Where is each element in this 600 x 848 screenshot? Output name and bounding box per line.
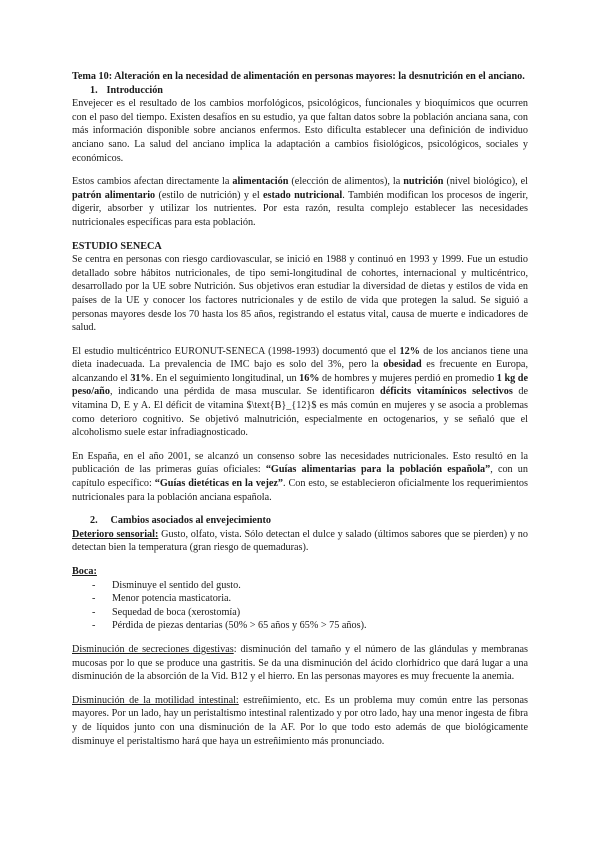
section-label: Introducción bbox=[106, 84, 163, 96]
paragraph-euronut bbox=[72, 345, 528, 440]
document-title: Tema 10: Alteración en la necesidad de alimentación en personas mayores: la desnutrición en el anciano. bbox=[72, 71, 525, 82]
section-label: Cambios asociados al envejecimiento bbox=[110, 515, 271, 527]
list-item bbox=[72, 619, 528, 633]
bold-term: obesidad bbox=[383, 359, 422, 371]
bold-term: “Guías alimentarias para la población española” bbox=[265, 464, 491, 476]
text-run: Gusto, olfato, vista. Sólo detectan el dulce y salado (últimos sabores que se pierden) y no detectan bien la temperatura (gran riesgo de quemaduras). bbox=[72, 528, 528, 554]
underlined-term: Disminución de secreciones digestivas bbox=[72, 643, 234, 655]
bold-term: estado nutricional bbox=[263, 189, 343, 201]
text-run: estreñimiento, etc. Es un problema muy común entre las personas mayores. Por un lado, hay un peristaltismo intestinal ralentizado y por otro lado, hay una menor ingesta de fibra y de líquidos junto con una disminución de la AF. Por lo que todo esto además de que biológicamente disminuye el peristaltismo hará que haya un estreñimiento más pronunciado. bbox=[72, 694, 529, 747]
list-item-text: Menor potencia masticatoria. bbox=[112, 593, 232, 605]
bold-term: patrón alimentario bbox=[72, 189, 156, 201]
section-heading-introduccion bbox=[72, 84, 528, 98]
list-item bbox=[72, 606, 528, 620]
document-page bbox=[72, 70, 528, 748]
text-run: En España, en el año 2001, se alcanzó un consenso sobre las necesidades nutricionales. Esto resultó en la publicación de las primeras guías oficiales: bbox=[72, 450, 528, 476]
list-dash: - bbox=[92, 606, 96, 618]
list-item-text: Pérdida de piezas dentarias (50% > 65 años y 65% > 75 años). bbox=[112, 620, 367, 632]
boca-list bbox=[72, 579, 528, 633]
list-dash: - bbox=[92, 620, 96, 632]
bold-term: 1 kg de peso/año bbox=[72, 372, 528, 398]
heading-boca: Boca: bbox=[72, 566, 97, 577]
underlined-term: Deterioro sensorial: bbox=[72, 528, 159, 540]
list-dash: - bbox=[92, 593, 96, 605]
section-number: 1. bbox=[90, 84, 98, 96]
paragraph-espana-consenso bbox=[72, 450, 528, 504]
bold-term: nutrición bbox=[403, 176, 444, 188]
text-run: Estos cambios afectan directamente la bbox=[72, 176, 233, 188]
bold-term: “Guías dietéticas en la vejez” bbox=[154, 478, 283, 490]
text-run: de los ancianos tiene una dieta inadecuada. La prevalencia de IMC bajo es solo del 3%, pero la bbox=[72, 345, 528, 371]
paragraph-motilidad bbox=[72, 694, 528, 748]
bold-term: alimentación bbox=[232, 176, 289, 188]
list-item bbox=[72, 592, 528, 606]
text-run: . Con esto, se establecieron oficialmente los requerimientos nutricionales para la población anciana española. bbox=[72, 478, 528, 503]
list-item-text: Sequedad de boca (xerostomía) bbox=[112, 606, 241, 618]
paragraph-envejecer: Envejecer es el resultado de los cambios morfológicos, psicológicos, funcionales y bioquímicos que ocurren con el paso del tiempo. Existen desafíos en su estudio, ya que faltan datos sobre la población anciana sana, con más información disponible sobre ancianos enfermos. Esto dificulta establecer una definición de individuo anciano sano. La salud del anciano implica la adaptación a cambios fisiológicos, psicológicos, sociales y económicos. bbox=[72, 98, 528, 164]
bold-term: 16% bbox=[299, 372, 320, 384]
text-run: , indicando una pérdida de masa muscular. Se identificaron bbox=[109, 386, 381, 398]
heading-estudio-seneca: ESTUDIO SENECA bbox=[72, 240, 162, 252]
paragraph-seneca: Se centra en personas con riesgo cardiovascular, se inició en 1988 y continuó en 1993 y 1999. Fue un estudio detallado sobre hábitos nutricionales, de tipo semi-longitudinal de cohortes, internacional y multicéntrico, desarrollado por la UE sobre Nutrición. Sus objetivos eran estudiar la diversidad de dietas y estilos de vida en países de la UE y conocer los factores nutricionales y de estilo de vida que protegen la salud. Se siguió a personas mayores desde los 70 hasta los 85 años, registrando el estatus vital, causa de muerte e indicadores de salud. bbox=[72, 254, 528, 334]
bold-term: déficits vitamínicos selectivos bbox=[380, 386, 513, 398]
text-run: (elección de alimentos), la bbox=[288, 176, 404, 188]
text-run: de vitamina D, E y A. El déficit de vitamina $\text{B}_{12}$ es más común en mujeres y se asocia a problemas como deterioro cognitivo. Se objetivó malnutrición, especialmente en octogenarios, y se señaló que el alcoholismo suele estar infradiagnosticado. bbox=[72, 386, 528, 439]
text-run: (estilo de nutrición) y el bbox=[155, 189, 264, 201]
list-dash: - bbox=[92, 579, 96, 591]
text-run: es frecuente en Europa, alcanzando el bbox=[72, 359, 528, 384]
text-run: : disminución del tamaño y el número de las glándulas y membranas mucosas por lo que se produce una gastritis. Se da una disminución del ácido clorhídrico que dará lugar a una disminución de la absorción de la Vid. B12 y el hierro. En las personas mayores es muy frecuente la anemia. bbox=[72, 643, 528, 683]
section-heading-cambios bbox=[72, 514, 528, 528]
text-run: . En el seguimiento longitudinal, un bbox=[150, 372, 300, 384]
bold-term: 12% bbox=[399, 345, 420, 357]
text-run: de hombres y mujeres perdió en promedio bbox=[319, 372, 497, 384]
list-item bbox=[72, 579, 528, 593]
text-run: (nivel biológico), el bbox=[443, 176, 528, 188]
paragraph-deterioro-sensorial bbox=[72, 528, 528, 555]
paragraph-secreciones bbox=[72, 643, 528, 684]
paragraph-cambios-afectan bbox=[72, 175, 528, 229]
text-run: El estudio multicéntrico EURONUT-SENECA (1998-1993) documentó que el bbox=[72, 345, 400, 357]
text-run: . También modifican los procesos de ingerir, digerir, absorber y utilizar los nutrientes. Por esta razón, resulta complejo establecer las necesidades nutricionales específicas para esta población. bbox=[72, 189, 528, 228]
section-number: 2. bbox=[90, 515, 98, 527]
bold-term: 31% bbox=[130, 372, 151, 384]
text-run: , con un capítulo específico: bbox=[72, 464, 528, 490]
list-item-text: Disminuye el sentido del gusto. bbox=[112, 579, 241, 591]
underlined-term: Disminución de la motilidad intestinal: bbox=[72, 694, 239, 706]
